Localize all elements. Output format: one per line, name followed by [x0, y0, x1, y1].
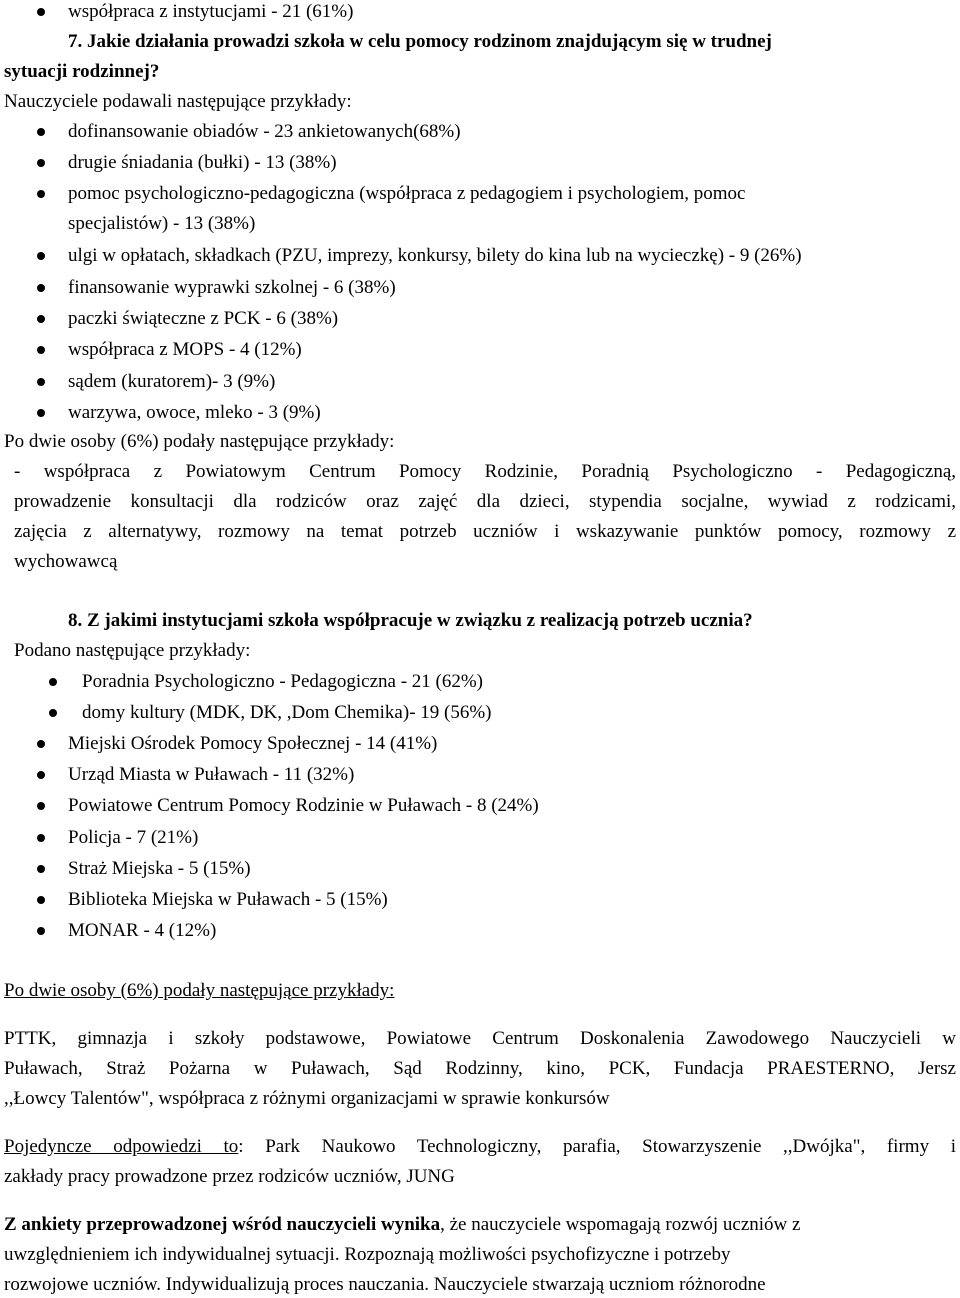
- list-item: Biblioteka Miejska w Puławach - 5 (15%): [68, 889, 388, 910]
- two-persons-intro: Po dwie osoby (6%) podały następujące przykłady:: [4, 980, 395, 1001]
- list-item: finansowanie wyprawki szkolnej - 6 (38%): [68, 277, 396, 298]
- paragraph-line: PTTK, gimnazja i szkoły podstawowe, Powiatowe Centrum Doskonalenia Zawodowego Nauczycieli w: [4, 1028, 956, 1049]
- list-item: sądem (kuratorem)- 3 (9%): [68, 371, 276, 392]
- single-answers-text: : Park Naukowo Technologiczny, parafia, Stowarzyszenie ,,Dwójka", firmy i: [238, 1136, 956, 1157]
- bullet-icon: [37, 740, 45, 748]
- list-item: Straż Miejska - 5 (15%): [68, 858, 251, 879]
- question-8-heading: 8. Z jakimi instytucjami szkoła współpracuje w związku z realizacją potrzeb ucznia?: [68, 610, 753, 631]
- summary-line: rozwojowe uczniów. Indywidualizują proces nauczania. Nauczyciele stwarzają uczniom różnorodne: [4, 1274, 766, 1295]
- bullet-icon: [37, 190, 45, 198]
- question-7-intro: Nauczyciele podawali następujące przykłady:: [4, 91, 352, 112]
- single-answers-line: [4, 1136, 956, 1158]
- paragraph-line: Puławach, Straż Pożarna w Puławach, Sąd Rodzinny, kino, PCK, Fundacja PRAESTERNO, Jersz: [4, 1058, 956, 1079]
- two-persons-intro: Po dwie osoby (6%) podały następujące przykłady:: [4, 431, 395, 452]
- bullet-icon: [37, 378, 45, 386]
- bullet-icon: [37, 315, 45, 323]
- list-item: współpraca z MOPS - 4 (12%): [68, 339, 302, 360]
- paragraph-line: ,,Łowcy Talentów", współpraca z różnymi organizacjami w sprawie konkursów: [4, 1088, 610, 1109]
- question-7-heading-cont: sytuacji rodzinnej?: [4, 61, 160, 82]
- list-item: ulgi w opłatach, składkach (PZU, imprezy, konkursy, bilety do kina lub na wycieczkę) - 9 (26%): [68, 245, 802, 266]
- list-item-cont: specjalistów) - 13 (38%): [68, 213, 256, 234]
- summary-bold: Z ankiety przeprowadzonej wśród nauczycieli wynika: [4, 1214, 441, 1235]
- list-item: dofinansowanie obiadów - 23 ankietowanych(68%): [68, 121, 461, 142]
- list-item: współpraca z instytucjami - 21 (61%): [68, 1, 354, 22]
- bullet-icon: [37, 252, 45, 260]
- list-item: MONAR - 4 (12%): [68, 920, 217, 941]
- paragraph-line: - współpraca z Powiatowym Centrum Pomocy Rodzinie, Poradnią Psychologiczno - Pedagogiczną,: [14, 461, 956, 482]
- list-item: Urząd Miasta w Puławach - 11 (32%): [68, 764, 355, 785]
- single-answers-label: Pojedyncze odpowiedzi to: [4, 1136, 239, 1157]
- paragraph-line: zajęcia z alternatywy, rozmowy na temat potrzeb uczniów i wskazywanie punktów pomocy, rozmowy z: [14, 521, 956, 542]
- list-item: pomoc psychologiczno-pedagogiczna (współpraca z pedagogiem i psychologiem, pomoc: [68, 183, 746, 204]
- bullet-icon: [37, 346, 45, 354]
- bullet-icon: [37, 8, 45, 16]
- question-8-intro: Podano następujące przykłady:: [14, 640, 251, 661]
- bullet-icon: [37, 771, 45, 779]
- list-item: drugie śniadania (bułki) - 13 (38%): [68, 152, 337, 173]
- bullet-icon: [37, 284, 45, 292]
- summary-line: uwzględnieniem ich indywidualnej sytuacji. Rozpoznają możliwości psychofizyczne i potrzeby: [4, 1244, 731, 1265]
- list-item: Miejski Ośrodek Pomocy Społecznej - 14 (41%): [68, 733, 438, 754]
- summary-text: , że nauczyciele wspomagają rozwój uczniów z: [440, 1214, 801, 1235]
- list-item: Poradnia Psychologiczno - Pedagogiczna - 21 (62%): [82, 671, 484, 692]
- bullet-icon: [37, 128, 45, 136]
- list-item: Policja - 7 (21%): [68, 827, 199, 848]
- list-item: Powiatowe Centrum Pomocy Rodzinie w Puławach - 8 (24%): [68, 795, 539, 816]
- bullet-icon: [37, 802, 45, 810]
- list-item: paczki świąteczne z PCK - 6 (38%): [68, 308, 339, 329]
- bullet-icon: [49, 709, 57, 717]
- bullet-icon: [37, 159, 45, 167]
- list-item: warzywa, owoce, mleko - 3 (9%): [68, 402, 321, 423]
- bullet-icon: [37, 896, 45, 904]
- paragraph-line: zakłady pracy prowadzone przez rodziców uczniów, JUNG: [4, 1166, 455, 1187]
- paragraph-line: wychowawcą: [14, 551, 118, 572]
- bullet-icon: [37, 834, 45, 842]
- bullet-icon: [37, 865, 45, 873]
- bullet-icon: [49, 678, 57, 686]
- summary-line: [4, 1214, 800, 1236]
- bullet-icon: [37, 409, 45, 417]
- list-item: domy kultury (MDK, DK, ,Dom Chemika)- 19 (56%): [82, 702, 492, 723]
- paragraph-line: prowadzenie konsultacji dla rodziców oraz zajęć dla dzieci, stypendia socjalne, wywiad z rodzicami,: [14, 491, 956, 512]
- question-7-heading: 7. Jakie działania prowadzi szkoła w celu pomocy rodzinom znajdującym się w trudnej: [68, 31, 772, 52]
- bullet-icon: [37, 927, 45, 935]
